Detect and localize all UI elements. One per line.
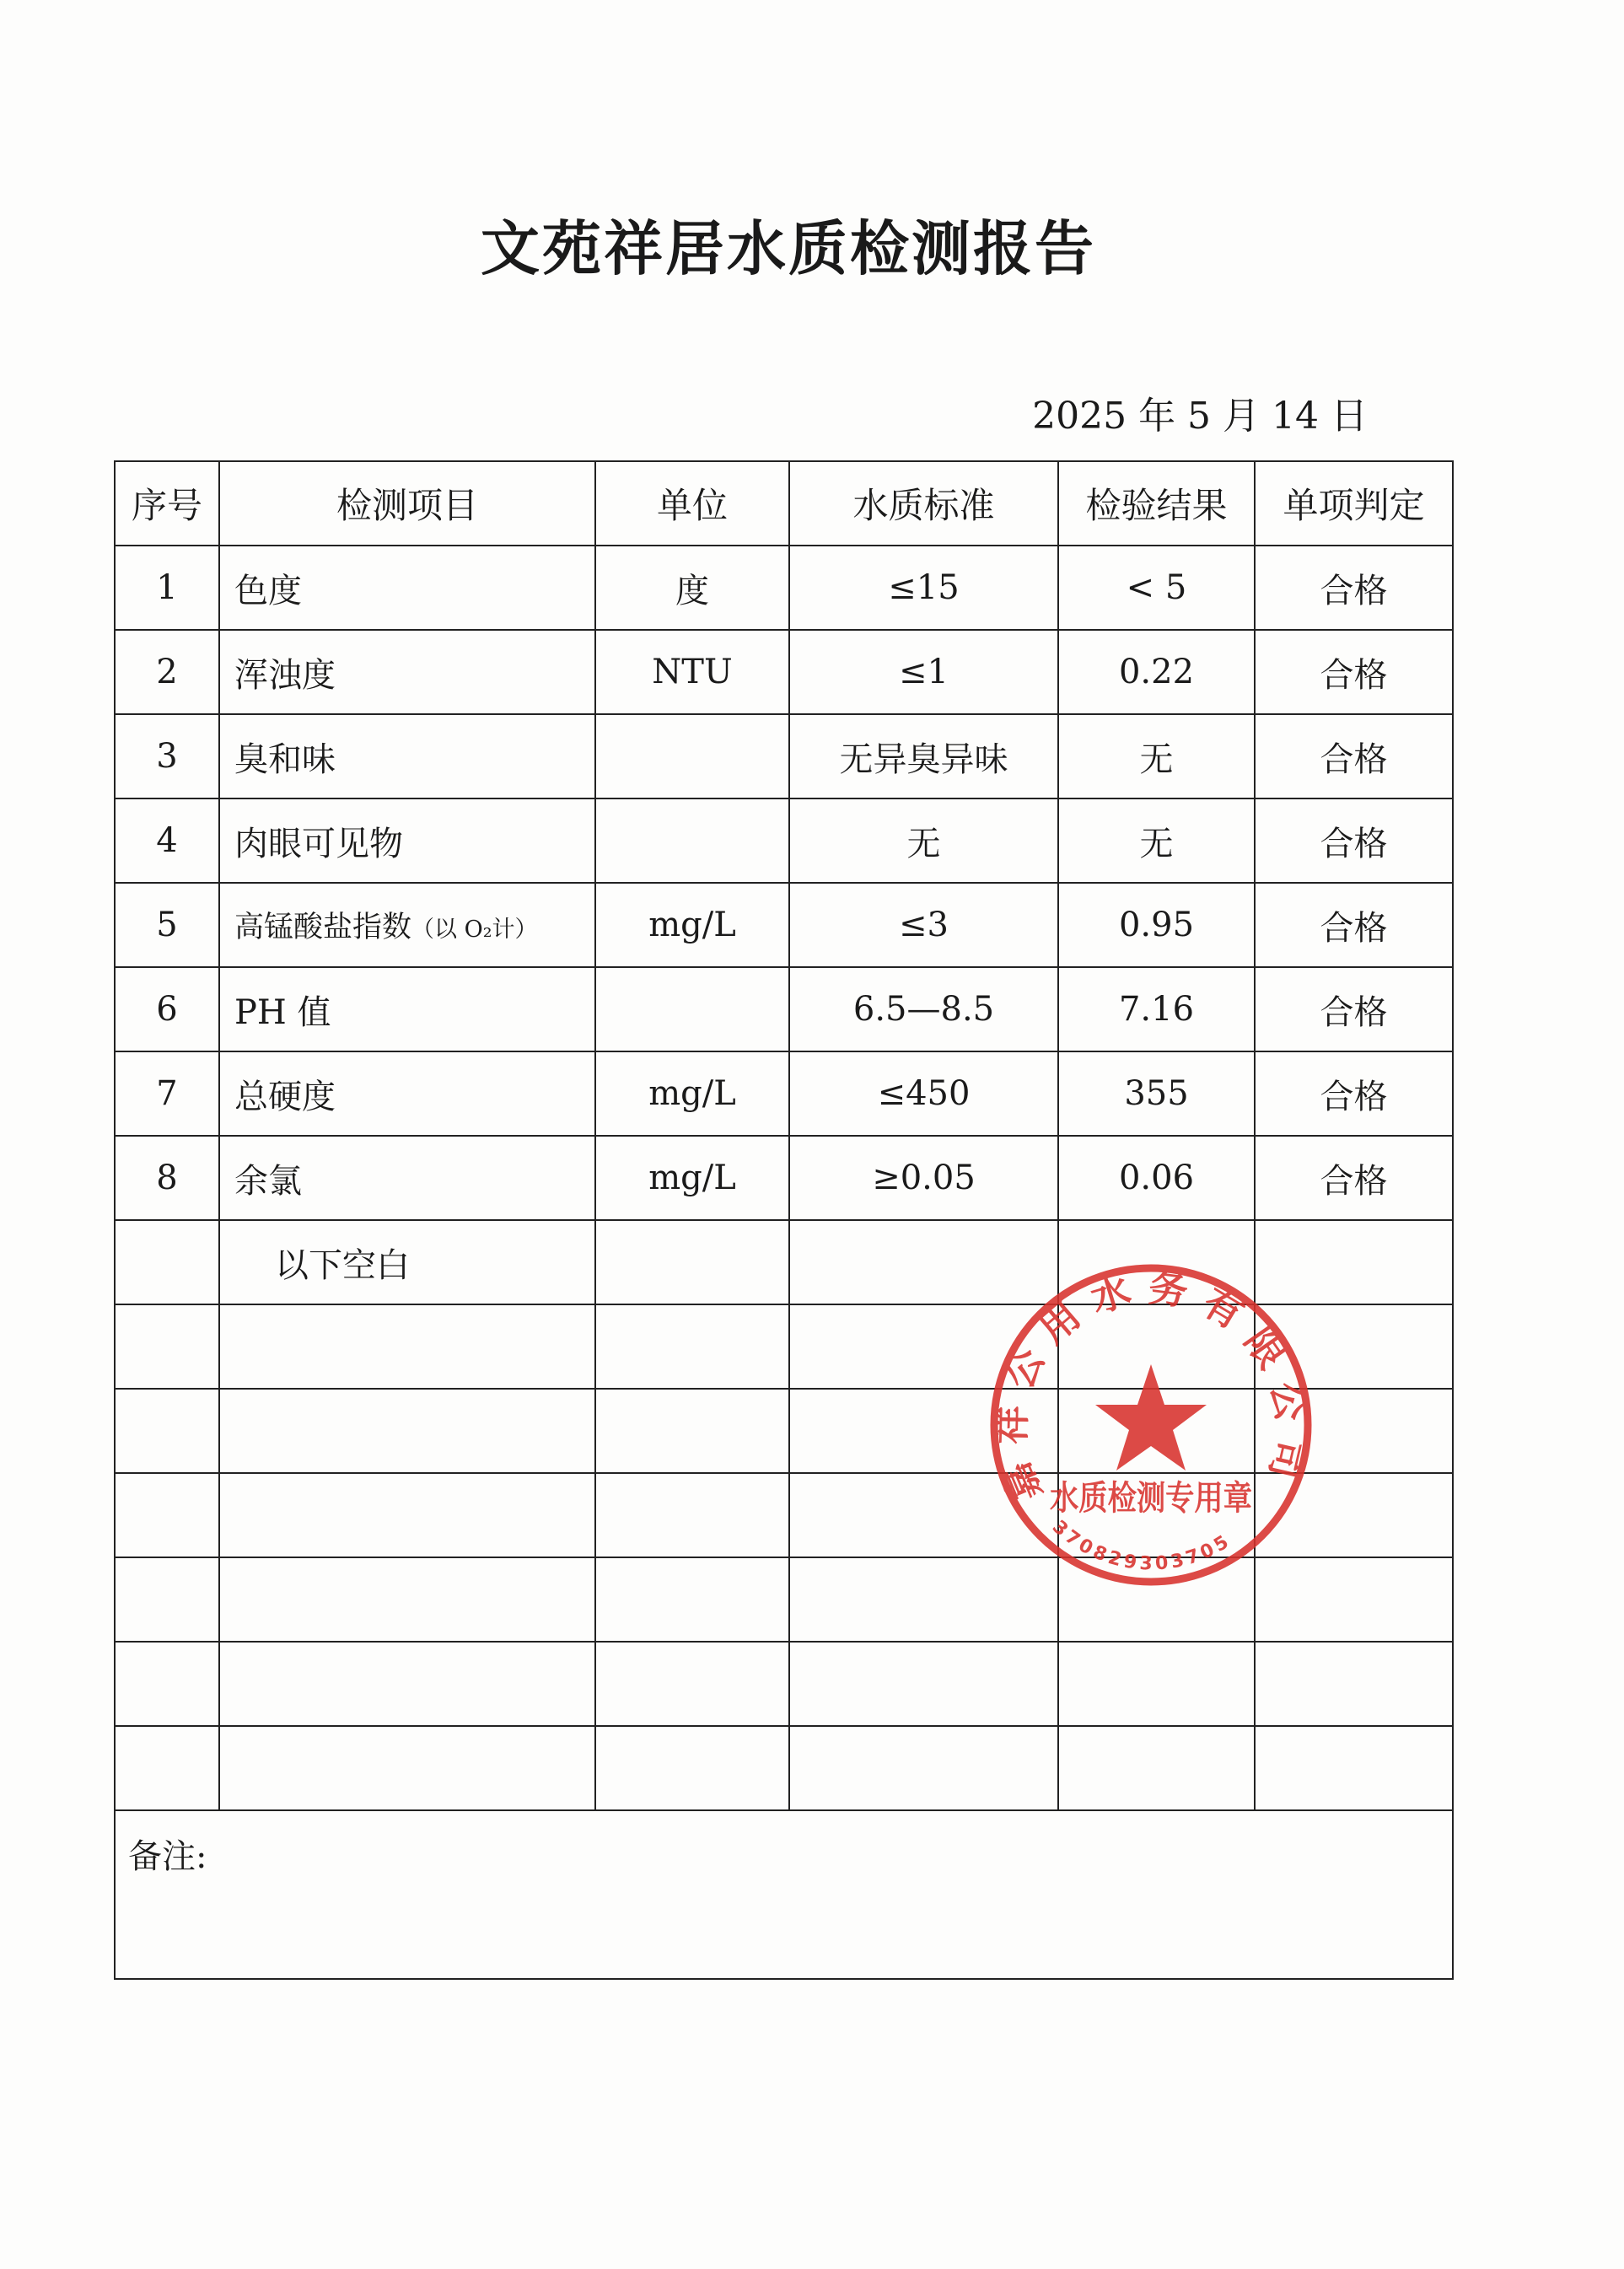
row-number-cell (115, 630, 219, 714)
header-test-item: 检测项目 (219, 461, 595, 546)
table-row (115, 798, 1453, 883)
standard: ≤450 (877, 1074, 971, 1113)
verdict-cell (1255, 883, 1453, 967)
blank-note: 以下空白 (275, 1245, 410, 1285)
table-row (115, 1051, 1453, 1136)
test-item: 余氯 (234, 1161, 302, 1201)
report-title: 文苑祥居水质检测报告 (481, 213, 1096, 283)
row-number-cell (115, 967, 219, 1051)
empty-cell (595, 1642, 789, 1726)
standard-cell (789, 714, 1058, 798)
result-cell (1058, 630, 1255, 714)
result: 无 (1139, 739, 1174, 779)
empty-cell (219, 1642, 595, 1726)
row-number-cell (115, 546, 219, 630)
empty-cell (219, 1473, 595, 1557)
table-footer (115, 1810, 1453, 1979)
unit: 度 (675, 571, 709, 610)
unit-cell (595, 798, 789, 883)
standard: ≤1 (899, 653, 949, 691)
empty-cell (1058, 1642, 1255, 1726)
row-number-cell (115, 798, 219, 883)
header-row (115, 461, 1453, 546)
verdict: 合格 (1320, 1161, 1388, 1201)
test-item: 色度 (234, 571, 302, 610)
test-item-cell (219, 714, 595, 798)
row-number-cell (115, 1136, 219, 1220)
standard: ≥0.05 (872, 1159, 976, 1197)
standard-cell (789, 883, 1058, 967)
table-row (115, 883, 1453, 967)
remarks-label: 备注: (128, 1837, 207, 1876)
empty-cell (595, 1389, 789, 1473)
verdict: 合格 (1320, 908, 1388, 948)
result: 7.16 (1118, 990, 1195, 1029)
test-item-note: （以 O₂计） (411, 917, 538, 943)
row-number-cell (115, 883, 219, 967)
verdict: 合格 (1320, 571, 1388, 610)
empty-cell (219, 1557, 595, 1642)
test-item-cell (219, 546, 595, 630)
empty-cell (219, 1726, 595, 1810)
result: 0.06 (1118, 1159, 1195, 1197)
empty-cell (219, 1389, 595, 1473)
verdict: 合格 (1320, 655, 1388, 695)
unit-cell (595, 967, 789, 1051)
report-date: 2025 年 5 月 14 日 (1032, 395, 1368, 438)
seal-purpose: 水质检测专用章 (1050, 1478, 1252, 1518)
official-seal (982, 1256, 1320, 1594)
verdict-cell (1255, 630, 1453, 714)
test-item-cell (219, 630, 595, 714)
unit-cell (595, 546, 789, 630)
empty-cell (595, 1473, 789, 1557)
empty-row (115, 1726, 1453, 1810)
header-standard: 水质标准 (789, 461, 1058, 546)
empty-cell (789, 1642, 1058, 1726)
test-item: PH 值 (234, 992, 331, 1032)
verdict-cell (1255, 1051, 1453, 1136)
remarks-row (115, 1810, 1453, 1979)
unit: mg/L (648, 1159, 736, 1197)
empty-cell (115, 1304, 219, 1389)
header-verdict: 单项判定 (1255, 461, 1453, 546)
standard: 无异臭异味 (839, 739, 1008, 779)
verdict: 合格 (1320, 1077, 1388, 1116)
empty-cell (115, 1220, 219, 1304)
header-unit: 单位 (595, 461, 789, 546)
result-cell (1058, 883, 1255, 967)
empty-cell (789, 1726, 1058, 1810)
row-number-cell (115, 714, 219, 798)
test-item-cell (219, 883, 595, 967)
result-cell (1058, 967, 1255, 1051)
empty-cell (595, 1304, 789, 1389)
test-item-cell (219, 1136, 595, 1220)
table-row (115, 1136, 1453, 1220)
report-table-body (115, 546, 1453, 1810)
test-item: 浑浊度 (234, 655, 336, 695)
test-item-cell (219, 1051, 595, 1136)
row-number: 1 (156, 568, 178, 607)
row-number: 5 (156, 906, 178, 944)
test-item-cell (219, 967, 595, 1051)
result: 0.22 (1118, 653, 1195, 691)
row-number-cell (115, 1051, 219, 1136)
empty-cell (1058, 1726, 1255, 1810)
empty-cell (1255, 1642, 1453, 1726)
empty-cell (595, 1557, 789, 1642)
standard: ≤3 (899, 906, 949, 944)
unit-cell (595, 714, 789, 798)
result-cell (1058, 1136, 1255, 1220)
empty-cell (115, 1473, 219, 1557)
test-item: 臭和味 (234, 739, 336, 779)
table-row (115, 546, 1453, 630)
empty-row (115, 1642, 1453, 1726)
result-cell (1058, 798, 1255, 883)
standard: ≤15 (888, 568, 960, 607)
test-item: 高锰酸盐指数 (234, 911, 412, 944)
standard-cell (789, 1051, 1058, 1136)
row-number: 7 (156, 1074, 178, 1113)
result-cell (1058, 546, 1255, 630)
standard-cell (789, 967, 1058, 1051)
table-row (115, 967, 1453, 1051)
remarks-cell (115, 1810, 1453, 1979)
unit-cell (595, 883, 789, 967)
verdict-cell (1255, 546, 1453, 630)
empty-cell (115, 1557, 219, 1642)
result-cell (1058, 1051, 1255, 1136)
empty-cell (115, 1642, 219, 1726)
unit-cell (595, 1051, 789, 1136)
result: < 5 (1126, 568, 1187, 607)
verdict: 合格 (1320, 739, 1388, 779)
empty-cell (115, 1726, 219, 1810)
verdict-cell (1255, 967, 1453, 1051)
empty-cell (219, 1304, 595, 1389)
standard-cell (789, 1136, 1058, 1220)
unit: mg/L (648, 906, 736, 944)
table-row (115, 630, 1453, 714)
test-item: 肉眼可见物 (234, 824, 403, 863)
seal-company: 嘉祥公用水务有限公司 (987, 1264, 1315, 1509)
result: 355 (1124, 1074, 1189, 1113)
result: 0.95 (1118, 906, 1195, 944)
verdict: 合格 (1320, 824, 1388, 863)
unit: NTU (652, 653, 733, 691)
header-number: 序号 (115, 461, 219, 546)
empty-cell (595, 1726, 789, 1810)
seal-code: 370829303705 (1047, 1516, 1233, 1575)
unit: mg/L (648, 1074, 736, 1113)
unit-cell (595, 630, 789, 714)
table-row (115, 714, 1453, 798)
standard: 无 (906, 824, 941, 863)
report-table (114, 460, 1454, 1980)
result-cell (1058, 714, 1255, 798)
verdict-cell (1255, 714, 1453, 798)
row-number: 8 (156, 1159, 178, 1197)
row-number: 2 (156, 653, 178, 691)
row-number: 3 (156, 737, 178, 776)
header-result: 检验结果 (1058, 461, 1255, 546)
verdict: 合格 (1320, 992, 1388, 1032)
row-number: 4 (156, 821, 178, 860)
verdict-cell (1255, 1136, 1453, 1220)
standard-cell (789, 630, 1058, 714)
test-item: 总硬度 (234, 1077, 336, 1116)
unit-cell (595, 1136, 789, 1220)
table-header (115, 461, 1453, 546)
empty-cell (595, 1220, 789, 1304)
verdict-cell (1255, 798, 1453, 883)
empty-cell (115, 1389, 219, 1473)
result: 无 (1139, 824, 1174, 863)
empty-cell (1255, 1726, 1453, 1810)
standard: 6.5—8.5 (852, 990, 995, 1029)
test-item-cell (219, 798, 595, 883)
seal-star-icon (1095, 1364, 1207, 1471)
empty-cell (219, 1220, 595, 1304)
row-number: 6 (156, 990, 178, 1029)
standard-cell (789, 798, 1058, 883)
standard-cell (789, 546, 1058, 630)
